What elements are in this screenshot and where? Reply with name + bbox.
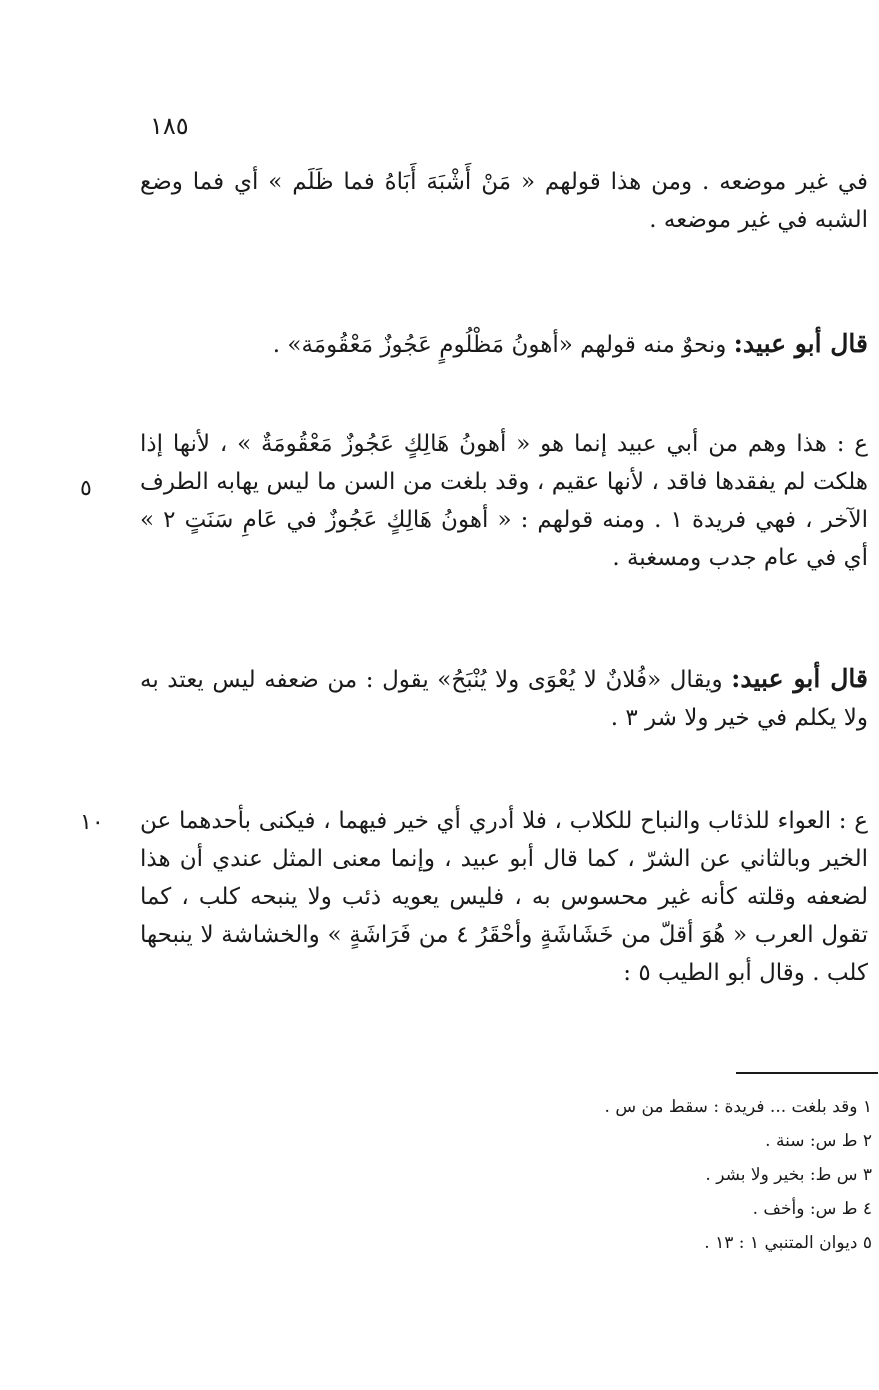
footnotes xyxy=(480,1090,872,1260)
paragraph-5-text: ع : العواء للذئاب والنباح للكلاب ، فلا أدري أي خير فيهما ، فيكنى بأحدهما عن الخير وبالثاني عن الشرّ ، كما قال أبو عبيد ، وإنما معنى المثل عندي أن هذا لضعفه وقلته كأنه غير محسوس به ، فليس يعويه ذئب ولا ينبحه كلب ، كما تقول العرب « هُوَ أقلّ من خَشَاشَةٍ وأحْقَرُ ٤ من فَرَاشَةٍ » والخشاشة لا ينبحها كلب . وقال أبو الطيب ٥ : xyxy=(140,808,868,986)
paragraph-3 xyxy=(140,425,868,577)
paragraph-4-body xyxy=(140,660,868,737)
paragraph-4-text: ويقال «فُلانٌ لا يُعْوَى ولا يُنْبَحُ» يقول : من ضعفه ليس يعتد به ولا يكلم في خير ولا شر ٣ . xyxy=(140,667,868,731)
footnote-1: ١ وقد بلغت ... فريدة : سقط من س . xyxy=(604,1097,872,1117)
paragraph-4 xyxy=(140,660,868,737)
footnote-2: ٢ ط س: سنة . xyxy=(765,1131,872,1151)
paragraph-2 xyxy=(140,325,868,364)
speaker-label: قال أبو عبيد: xyxy=(731,664,868,693)
line-number-5: ٥ xyxy=(80,476,92,501)
paragraph-3-text: ع : هذا وهم من أبي عبيد إنما هو « أهونُ هَالِكٍ عَجُوزٌ مَعْقُومَةٌ » ، لأنها إذا هلكت لم يفقدها فاقد ، لأنها عقيم ، وقد بلغت من السن ما ليس يهابه الطرف الآخر ، فهي فريدة ١ . ومنه قولهم : « أهونُ هَالِكٍ عَجُوزٌ في عَامِ سَنَتٍ ٢ » أي في عام جدب ومسغبة . xyxy=(140,431,869,571)
paragraph-5 xyxy=(140,802,868,992)
speaker-label: قال أبو عبيد: xyxy=(733,329,868,358)
page-number: ١٨٥ xyxy=(150,112,189,140)
paragraph-1-text: في غير موضعه . ومن هذا قولهم « مَنْ أَشْبَهَ أَبَاهُ فما ظَلَم » أي فما وضع الشبه في غير موضعه . xyxy=(140,169,868,233)
footnote-3: ٣ س ط: بخير ولا بشر . xyxy=(705,1165,872,1185)
footnote-5: ٥ ديوان المتنبي ١ : ١٣ . xyxy=(704,1233,872,1253)
line-number-10: ١٠ xyxy=(80,810,104,835)
footnote-4: ٤ ط س: وأخف . xyxy=(752,1199,872,1219)
footnote-divider xyxy=(736,1072,878,1074)
paragraph-1 xyxy=(140,163,868,239)
paragraph-2-text: ونحوٌ منه قولهم «أهونُ مَظْلُومٍ عَجُوزٌ مَعْقُومَة» . xyxy=(272,332,734,358)
paragraph-2-body xyxy=(140,325,868,364)
